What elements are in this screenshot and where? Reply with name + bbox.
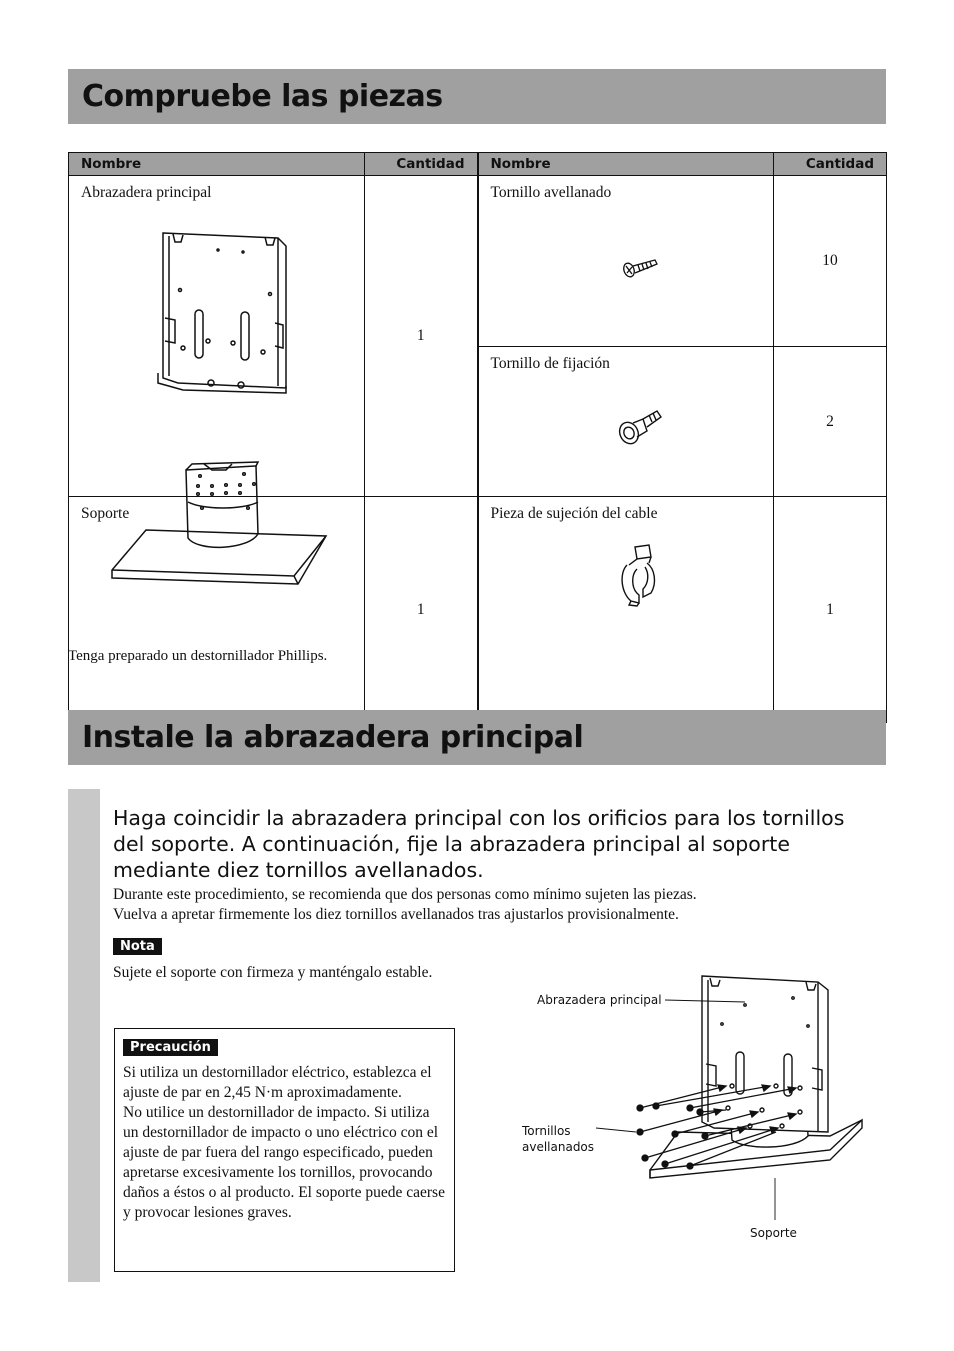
section-title-check-parts: Compruebe las piezas xyxy=(68,69,886,124)
step-body xyxy=(113,885,873,925)
nota-tag: Nota xyxy=(113,938,162,955)
countersunk-screw-icon xyxy=(621,256,661,280)
assembly-diagram xyxy=(500,960,870,1220)
header-name-right: Nombre xyxy=(478,153,774,176)
diagram-label-screws-line-1: Tornillos xyxy=(522,1124,571,1138)
diagram-label-stand: Soporte xyxy=(750,1226,797,1240)
diagram-label-screws-line-2: avellanados xyxy=(522,1140,595,1154)
diagram-label-bracket: Abrazadera principal xyxy=(537,993,662,1007)
step-body-line-2: Vuelva a apretar firmemente los diez tornillos avellanados tras ajustarlos provisionalmente. xyxy=(113,906,679,923)
step-side-bar xyxy=(68,789,100,1282)
part-name-fixing-screw: Tornillo de fijación xyxy=(490,355,610,372)
part-cell-bracket xyxy=(69,176,365,497)
bracket-illustration xyxy=(153,228,293,398)
caution-paragraph-2: No utilice un destornillador de impacto. Si utiliza un destornillador de impacto o uno eléctrico con el ajuste de par fuera del rango especificado, pueden apretarse excesivamente los tornillos, provocando daños a éstos o al producto. El soporte puede caerse y provocar lesiones graves. xyxy=(123,1104,445,1221)
part-qty-fixing-screw: 2 xyxy=(774,347,887,497)
parts-table xyxy=(68,152,887,723)
part-name-stand: Soporte xyxy=(81,505,130,522)
part-qty-countersunk-screw: 10 xyxy=(774,176,887,347)
part-qty-stand: 1 xyxy=(365,497,478,723)
part-name-countersunk-screw: Tornillo avellanado xyxy=(490,184,612,201)
part-name-cable-holder: Pieza de sujeción del cable xyxy=(490,505,658,522)
part-qty-cable-holder: 1 xyxy=(774,497,887,723)
part-cell-fixing-screw xyxy=(478,347,774,497)
part-cell-cable-holder xyxy=(478,497,774,723)
header-qty-right: Cantidad xyxy=(774,153,887,176)
step-body-line-1: Durante este procedimiento, se recomienda que dos personas como mínimo sujeten las piezas. xyxy=(113,886,697,903)
part-cell-countersunk-screw xyxy=(478,176,774,347)
part-name-bracket: Abrazadera principal xyxy=(81,184,212,201)
section-title-install-bracket: Instale la abrazadera principal xyxy=(68,710,886,765)
tools-note: Tenga preparado un destornillador Phillips. xyxy=(68,648,328,664)
fixing-screw-icon xyxy=(617,405,667,449)
header-qty-left: Cantidad xyxy=(365,153,478,176)
nota-text: Sujete el soporte con firmeza y manténgalo estable. xyxy=(113,964,433,981)
caution-paragraph-1: Si utiliza un destornillador eléctrico, establezca el ajuste de par en 2,45 N·m aproximadamente. xyxy=(123,1064,432,1101)
caution-tag: Precaución xyxy=(123,1039,218,1056)
caution-text xyxy=(123,1063,448,1223)
step-title: Haga coincidir la abrazadera principal con los orificios para los tornillos del soporte. A continuación, fije la abrazadera principal al soporte mediante diez tornillos avellanados. xyxy=(113,806,845,882)
caution-box xyxy=(114,1028,455,1272)
stand-illustration xyxy=(108,458,332,586)
part-qty-bracket: 1 xyxy=(365,176,478,497)
header-name-left: Nombre xyxy=(69,153,365,176)
cable-holder-icon xyxy=(617,543,667,607)
